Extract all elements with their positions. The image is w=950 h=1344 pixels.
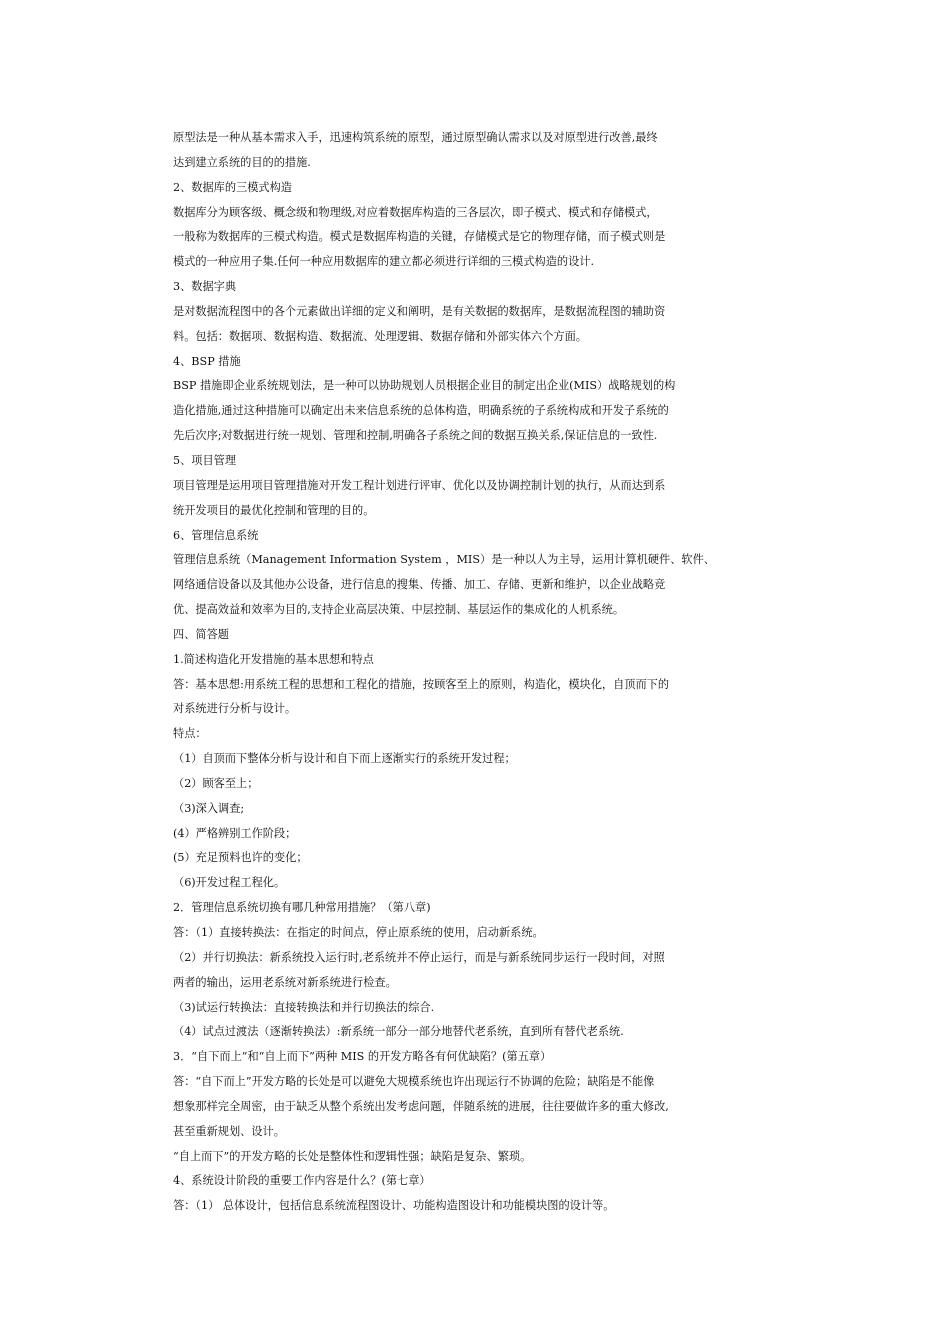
text-line: 数据库分为顾客级、概念级和物理级,对应着数据库构造的三各层次，即子模式、模式和存储模式， (173, 205, 658, 219)
text-line: 4、系统设计阶段的重要工作内容是什么？(第七章） (173, 1174, 431, 1188)
text-line: 四、简答题 (173, 627, 229, 641)
text-line: 网络通信设备以及其他办公设备，进行信息的搜集、传播、加工、存储、更新和维护，以企业战略竞 (173, 578, 666, 592)
document-body (173, 126, 718, 1219)
text-line: 原型法是一种从基本需求入手，迅速构筑系统的原型，通过原型确认需求以及对原型进行改善,最终 (173, 131, 658, 144)
text-line: （6)开发过程工程化。 (173, 876, 286, 890)
text-line: （2）并行切换法：新系统投入运行时,老系统并不停止运行，而是与新系统同步运行一段时间，对照 (173, 950, 665, 964)
text-line: 特点： (173, 727, 207, 741)
text-line: 答：（1） 总体设计，包括信息系统流程图设计、功能构造图设计和功能模块图的设计等。 (173, 1199, 615, 1213)
text-line: （3)试运行转换法：直接转换法和并行切换法的综合. (173, 1000, 435, 1014)
text-line: 5、项目管理 (173, 453, 237, 467)
text-line: (5）充足预料也许的变化； (173, 851, 308, 865)
text-line: 造化措施,通过这种措施可以确定出未来信息系统的总体构造，明确系统的子系统构成和开发子系统的 (173, 404, 669, 418)
text-line: （3)深入调查; (173, 801, 245, 815)
text-line: 甚至重新规划、设计。 (173, 1124, 285, 1138)
text-line: 先后次序;对数据进行统一规划、管理和控制,明确各子系统之间的数据互换关系,保证信息的一致性. (173, 429, 658, 443)
text-line: 料。包括：数据项、数据构造、数据流、处理逻辑、数据存储和外部实体六个方面。 (173, 329, 587, 343)
text-line: （4）试点过渡法（逐渐转换法）:新系统一部分一部分地替代老系统，直到所有替代老系统. (173, 1025, 624, 1039)
text-line: (4）严格辨别工作阶段； (173, 826, 297, 840)
text-line: 6、管理信息系统 (173, 528, 259, 542)
text-line: （2）顾客至上； (173, 776, 259, 790)
text-line: 2、数据库的三模式构造 (173, 180, 292, 194)
text-line: BSP 措施即企业系统规划法，是一种可以协助规划人员根据企业目的制定出企业(MIS）战略规划的构 (173, 379, 676, 393)
text-line: 答：（1）直接转换法：在指定的时间点，停止原系统的使用，启动新系统。 (173, 926, 544, 939)
text-line: 3．“自下而上”和“自上而下”两种 MIS 的开发方略各有何优缺陷？(第五章） (173, 1050, 552, 1064)
text-line: 管理信息系统（Management Information System ，MIS）是一种以人为主导，运用计算机硬件、软件、 (173, 553, 715, 567)
text-line: 模式的一种应用子集.任何一种应用数据库的建立都必须进行详细的三模式构造的设计. (173, 255, 595, 269)
text-line: （1）自顶而下整体分析与设计和自下而上逐渐实行的系统开发过程； (173, 752, 516, 766)
text-line: 一般称为数据库的三模式构造。模式是数据库构造的关键，存储模式是它的物理存储，而子模式则是 (173, 230, 666, 244)
text-line: 优、提高效益和效率为目的,支持企业高层决策、中层控制、基层运作的集成化的人机系统。 (173, 603, 625, 617)
text-line: 统开发项目的最优化控制和管理的目的。 (173, 503, 375, 517)
text-line: 项目管理是运用项目管理措施对开发工程计划进行评审、优化以及协调控制计划的执行，从而达到系 (173, 478, 666, 492)
text-line: 2．管理信息系统切换有哪几种常用措施？（第八章) (173, 901, 431, 915)
text-line: “自上而下”的开发方略的长处是整体性和逻辑性强；缺陷是复杂、繁琐。 (173, 1149, 532, 1163)
text-line: 想象那样完全周密，由于缺乏从整个系统出发考虑问题，伴随系统的进展，往往要做许多的重大修改, (173, 1099, 669, 1113)
text-line: 答：“自下而上”开发方略的长处是可以避免大规模系统也许出现运行不协调的危险；缺陷是不能像 (173, 1075, 655, 1089)
text-line: 3、数据字典 (173, 280, 237, 294)
text-line: 1.简述构造化开发措施的基本思想和特点 (173, 652, 374, 666)
text-line: 两者的输出，运用老系统对新系统进行检查。 (173, 975, 397, 989)
text-line: 是对数据流程图中的各个元素做出详细的定义和阐明，是有关数据的数据库，是数据流程图的辅助资 (173, 304, 666, 318)
text-line: 答：基本思想:用系统工程的思想和工程化的措施，按顾客至上的原则，构造化，模块化，自顶而下的 (173, 677, 670, 691)
text-line: 达到建立系统的目的的措施. (173, 155, 311, 169)
text-line: 4、BSP 措施 (173, 354, 241, 368)
text-line: 对系统进行分析与设计。 (173, 702, 297, 716)
